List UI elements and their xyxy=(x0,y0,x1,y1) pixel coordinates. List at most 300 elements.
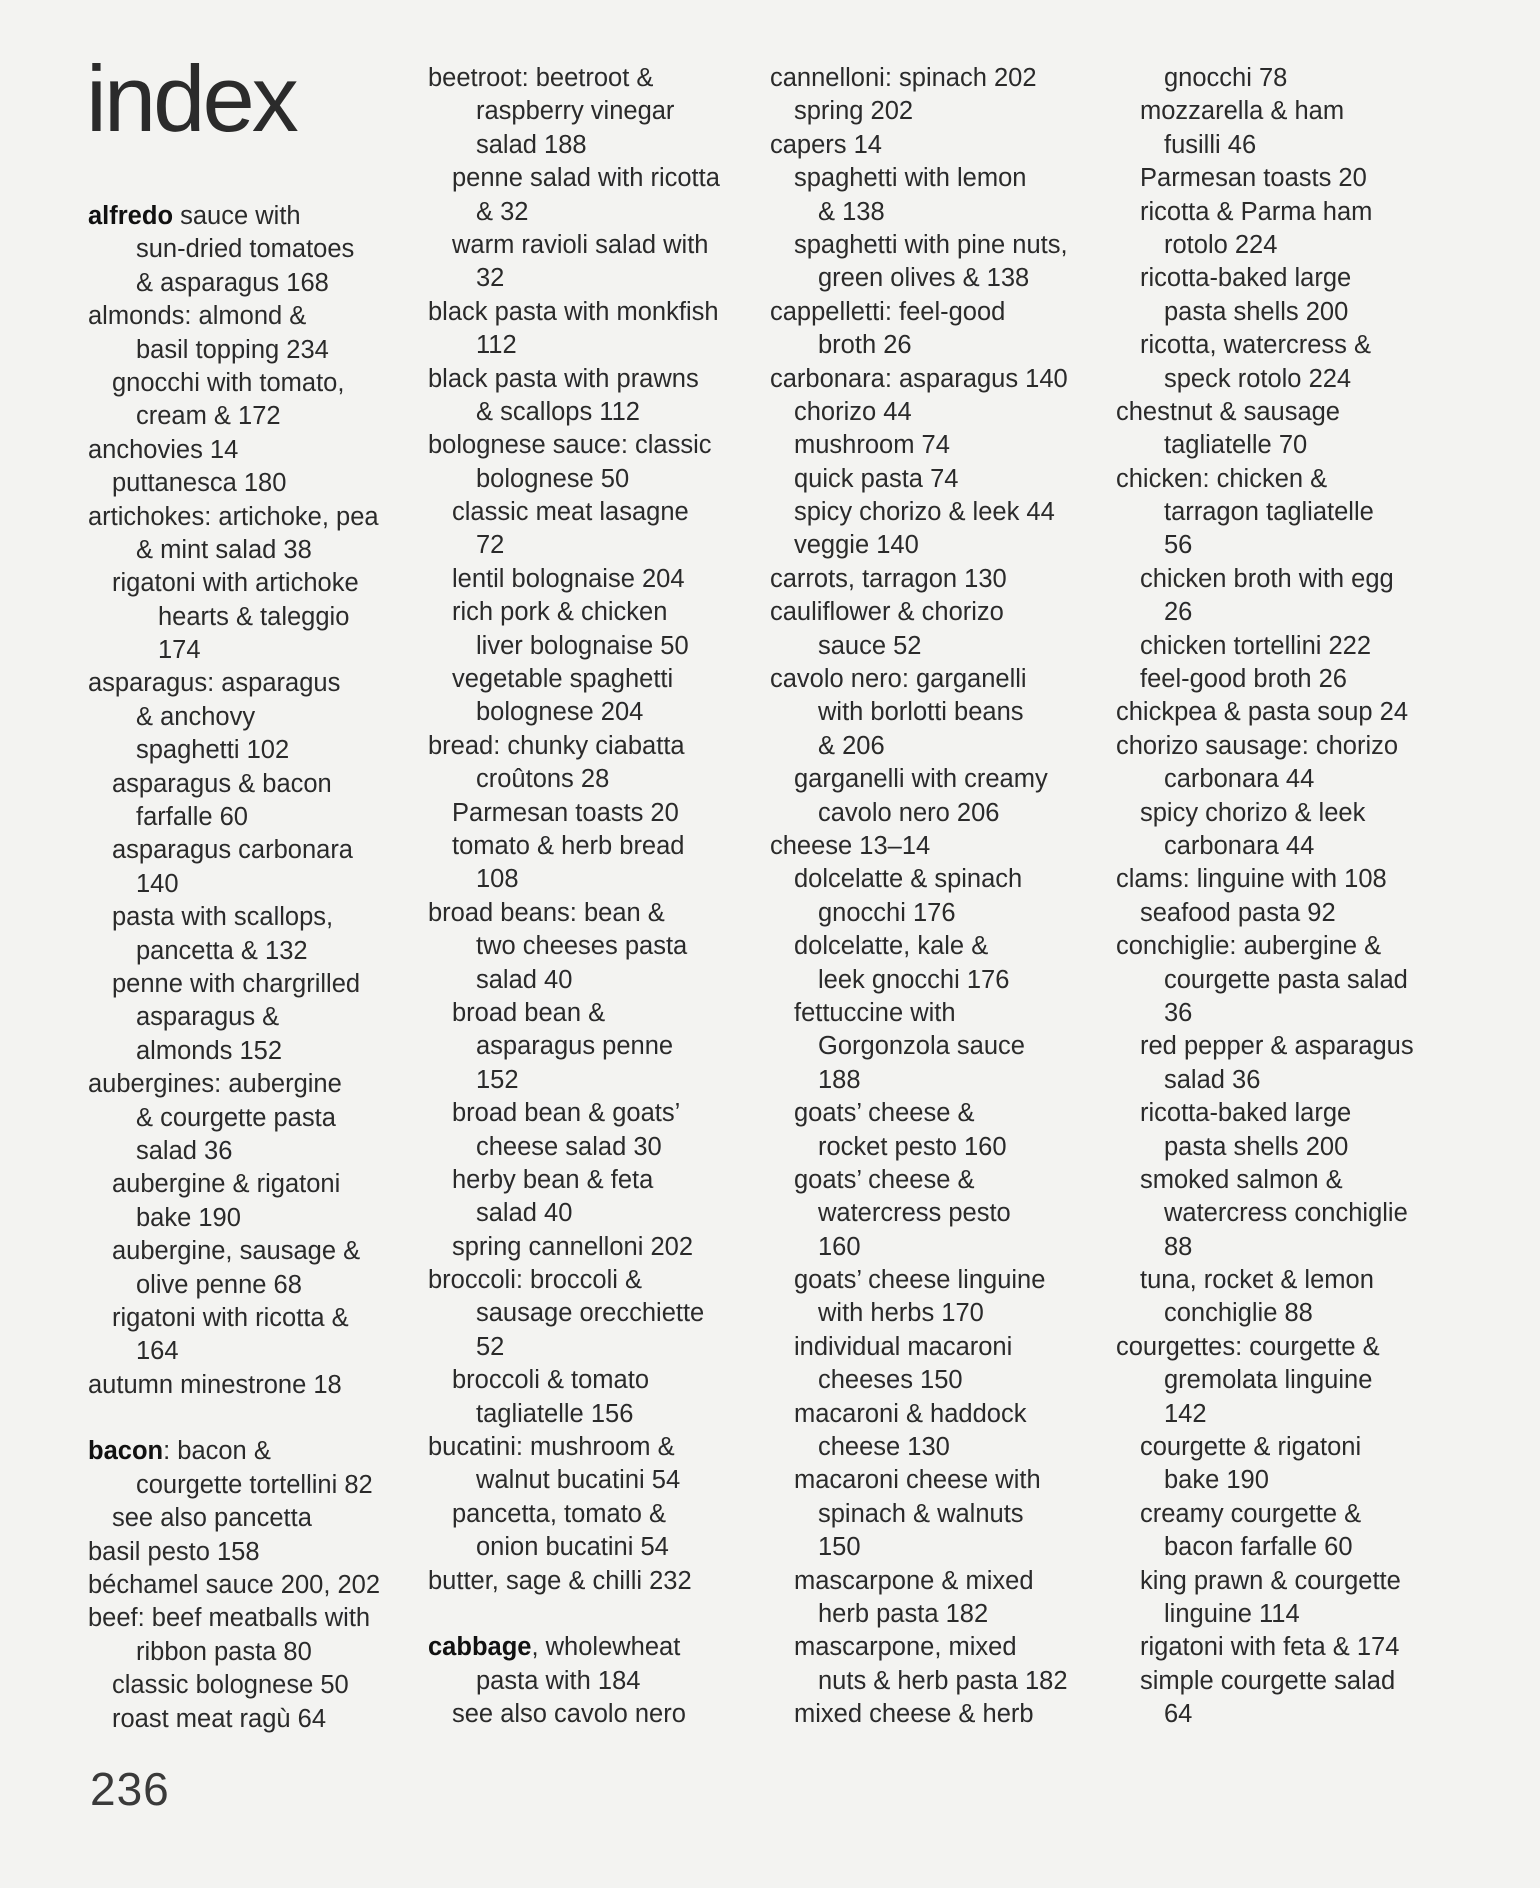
index-subentry xyxy=(428,95,776,128)
index-subentry xyxy=(428,630,776,663)
index-entry-text: asparagus & bacon xyxy=(112,769,332,798)
index-subentry xyxy=(770,930,1118,963)
index-entry-text: mozzarella & ham xyxy=(1140,97,1345,126)
index-entry-text: chicken broth with egg xyxy=(1140,564,1394,593)
index-entry xyxy=(770,363,1118,396)
index-entry-text: lentil bolognaise 204 xyxy=(452,564,685,593)
index-entry-text: spinach & walnuts xyxy=(818,1499,1024,1528)
index-subentry xyxy=(770,1197,1118,1230)
index-entry-text: broad bean & xyxy=(452,998,606,1027)
index-entry xyxy=(88,300,436,333)
index-subentry xyxy=(770,1064,1118,1097)
section-gap xyxy=(88,1402,436,1435)
index-entry-text: cheese 130 xyxy=(818,1433,950,1462)
index-entry xyxy=(88,1602,436,1635)
index-entry-text: king prawn & courgette xyxy=(1140,1566,1401,1595)
index-subentry xyxy=(1116,95,1464,128)
index-subentry xyxy=(1116,296,1464,329)
index-entry-text: penne salad with ricotta xyxy=(452,164,720,193)
index-subentry xyxy=(428,830,776,863)
index-subentry xyxy=(1116,1398,1464,1431)
index-entry xyxy=(1116,930,1464,963)
index-entry-text: 72 xyxy=(476,531,505,560)
index-subentry xyxy=(88,1001,436,1034)
index-entry-text: individual macaroni xyxy=(794,1332,1013,1361)
index-entry-text: & asparagus 168 xyxy=(136,268,329,297)
index-subentry xyxy=(770,396,1118,429)
index-entry-text: farfalle 60 xyxy=(136,803,248,832)
index-subentry xyxy=(428,1064,776,1097)
index-entry-text: onion bucatini 54 xyxy=(476,1533,669,1562)
index-entry-text: linguine 114 xyxy=(1164,1599,1300,1628)
index-entry-text: see also pancetta xyxy=(112,1504,312,1533)
index-entry-text: rigatoni with artichoke xyxy=(112,569,359,598)
index-subentry xyxy=(770,1698,1118,1731)
index-entry-text: 56 xyxy=(1164,531,1193,560)
index-subentry xyxy=(88,1035,436,1068)
index-entry-text: chorizo 44 xyxy=(794,397,912,426)
index-subentry xyxy=(1116,830,1464,863)
index-subentry xyxy=(428,1698,776,1731)
index-entry-text: bacon farfalle 60 xyxy=(1164,1533,1353,1562)
index-subentry xyxy=(770,1264,1118,1297)
index-subentry xyxy=(1116,663,1464,696)
index-subentry xyxy=(428,763,776,796)
index-entry-text: salad 36 xyxy=(136,1136,233,1165)
index-entry-text: penne with chargrilled xyxy=(112,969,361,998)
index-subentry xyxy=(1116,630,1464,663)
index-entry-text: goats’ cheese & xyxy=(794,1165,975,1194)
index-subentry xyxy=(770,196,1118,229)
index-subentry xyxy=(1116,1431,1464,1464)
index-subentry xyxy=(88,1502,436,1535)
index-entry-text: fettuccine with xyxy=(794,998,956,1027)
index-subentry xyxy=(428,1464,776,1497)
index-entry-text: & courgette pasta xyxy=(136,1103,336,1132)
index-subentry xyxy=(428,997,776,1030)
index-entry-text: creamy courgette & xyxy=(1140,1499,1362,1528)
index-subentry xyxy=(88,601,436,634)
index-entry-text: hearts & taleggio xyxy=(158,602,350,631)
index-entry-text: watercress conchiglie xyxy=(1164,1199,1408,1228)
index-entry xyxy=(1116,463,1464,496)
index-entry-text: courgettes: courgette & xyxy=(1116,1332,1380,1361)
index-subentry xyxy=(770,1331,1118,1364)
index-subentry xyxy=(1116,1297,1464,1330)
index-entry-text: chestnut & sausage xyxy=(1116,397,1340,426)
index-subentry xyxy=(88,1469,436,1502)
index-entry-text: salad 40 xyxy=(476,965,573,994)
index-subentry xyxy=(770,463,1118,496)
index-entry xyxy=(428,1631,776,1664)
index-entry-text: mushroom 74 xyxy=(794,431,950,460)
index-subentry xyxy=(1116,1598,1464,1631)
index-entry-text: asparagus penne xyxy=(476,1032,674,1061)
index-entry xyxy=(428,730,776,763)
index-entry-text: , wholewheat xyxy=(531,1633,681,1662)
index-subentry xyxy=(428,863,776,896)
index-subentry xyxy=(428,1097,776,1130)
index-entry-text: sun-dried tomatoes xyxy=(136,235,355,264)
index-entry-text: tomato & herb bread xyxy=(452,831,685,860)
index-subentry xyxy=(1116,964,1464,997)
index-entry xyxy=(88,434,436,467)
index-entry-text: basil topping 234 xyxy=(136,335,329,364)
index-entry-text: 64 xyxy=(1164,1700,1193,1729)
index-entry-text: watercress pesto xyxy=(818,1199,1011,1228)
index-subentry xyxy=(88,233,436,266)
index-subentry xyxy=(1116,797,1464,830)
index-entry-text: dolcelatte & spinach xyxy=(794,865,1023,894)
index-subentry xyxy=(88,367,436,400)
index-subentry xyxy=(428,1364,776,1397)
index-subentry xyxy=(1116,329,1464,362)
index-entry-text: carbonara: asparagus 140 xyxy=(770,364,1068,393)
index-entry-text: broth 26 xyxy=(818,331,912,360)
index-entry-text: cavolo nero: garganelli xyxy=(770,665,1027,694)
index-entry xyxy=(770,62,1118,95)
index-entry-text: mascarpone & mixed xyxy=(794,1566,1034,1595)
index-entry-text: goats’ cheese linguine xyxy=(794,1266,1046,1295)
index-subentry xyxy=(1116,62,1464,95)
index-subentry xyxy=(88,267,436,300)
index-subentry xyxy=(770,897,1118,930)
index-entry-text: cheese 13–14 xyxy=(770,831,931,860)
index-subentry xyxy=(770,1665,1118,1698)
index-subentry xyxy=(770,1364,1118,1397)
index-entry-text: red pepper & asparagus xyxy=(1140,1032,1414,1061)
index-entry-text: : bacon & xyxy=(163,1437,271,1466)
index-entry-text: Parmesan toasts 20 xyxy=(1140,164,1367,193)
index-subentry xyxy=(770,863,1118,896)
index-entry-text: courgette pasta salad xyxy=(1164,965,1408,994)
index-entry-text: autumn minestrone 18 xyxy=(88,1370,342,1399)
index-subentry xyxy=(770,997,1118,1030)
index-subentry xyxy=(428,596,776,629)
index-entry-text: 164 xyxy=(136,1337,179,1366)
index-subentry xyxy=(428,196,776,229)
index-entry-text: simple courgette salad xyxy=(1140,1666,1396,1695)
index-entry-text: spring 202 xyxy=(794,97,914,126)
index-entry-text: broccoli: broccoli & xyxy=(428,1266,642,1295)
index-entry-text: pasta shells 200 xyxy=(1164,297,1349,326)
index-entry-text: chickpea & pasta soup 24 xyxy=(1116,698,1409,727)
index-subentry xyxy=(88,968,436,1001)
index-subentry xyxy=(1116,429,1464,462)
index-subentry xyxy=(428,1231,776,1264)
index-subentry xyxy=(88,1335,436,1368)
index-entry-text: beetroot: beetroot & xyxy=(428,64,654,92)
index-subentry xyxy=(1116,229,1464,262)
index-subentry xyxy=(770,1131,1118,1164)
index-subentry xyxy=(770,329,1118,362)
index-entry-text: sauce 52 xyxy=(818,631,922,660)
index-subentry xyxy=(1116,1164,1464,1197)
index-entry-text: cheese salad 30 xyxy=(476,1132,662,1161)
index-subentry xyxy=(428,262,776,295)
index-subentry xyxy=(1116,1264,1464,1297)
index-entry-text: pancetta & 132 xyxy=(136,936,308,965)
index-subentry xyxy=(428,463,776,496)
index-subentry xyxy=(88,567,436,600)
index-entry-text: 160 xyxy=(818,1232,861,1261)
index-entry xyxy=(428,296,776,329)
index-entry-text: gnocchi 78 xyxy=(1164,64,1288,92)
index-entry-text: asparagus carbonara xyxy=(112,836,353,865)
index-subentry xyxy=(88,1168,436,1201)
index-subentry xyxy=(88,801,436,834)
index-subentry xyxy=(770,496,1118,529)
index-entry-text: anchovies 14 xyxy=(88,435,239,464)
index-entry-text: classic meat lasagne xyxy=(452,498,689,527)
index-entry-text: see also cavolo nero xyxy=(452,1700,686,1729)
index-entry-text: black pasta with prawns xyxy=(428,364,699,393)
index-entry-text: bucatini: mushroom & xyxy=(428,1433,675,1462)
index-entry xyxy=(1116,730,1464,763)
index-entry-text: with herbs 170 xyxy=(818,1299,984,1328)
index-subentry xyxy=(88,534,436,567)
index-subentry xyxy=(770,1431,1118,1464)
index-entry-text: capers 14 xyxy=(770,130,882,159)
index-entry xyxy=(1116,396,1464,429)
index-entry xyxy=(770,563,1118,596)
index-subentry xyxy=(770,763,1118,796)
index-subentry xyxy=(428,1297,776,1330)
index-entry-text: rocket pesto 160 xyxy=(818,1132,1007,1161)
index-subentry xyxy=(428,1398,776,1431)
index-entry-text: pasta shells 200 xyxy=(1164,1132,1349,1161)
index-subentry xyxy=(88,1302,436,1335)
index-subentry xyxy=(1116,1498,1464,1531)
index-subentry xyxy=(88,1235,436,1268)
index-entry-text: walnut bucatini 54 xyxy=(476,1466,681,1495)
index-subentry xyxy=(770,630,1118,663)
index-entry-text: with borlotti beans xyxy=(818,698,1024,727)
index-entry xyxy=(428,1264,776,1297)
index-subentry xyxy=(428,329,776,362)
index-entry xyxy=(428,1431,776,1464)
index-subentry xyxy=(88,834,436,867)
index-subentry xyxy=(1116,496,1464,529)
index-entry-text: liver bolognaise 50 xyxy=(476,631,689,660)
index-entry-text: conchiglie 88 xyxy=(1164,1299,1313,1328)
index-subentry xyxy=(1116,1565,1464,1598)
index-entry-text: raspberry vinegar xyxy=(476,97,675,126)
index-subentry xyxy=(88,1703,436,1736)
index-entry-text: chorizo sausage: chorizo xyxy=(1116,731,1399,760)
index-entry xyxy=(88,1068,436,1101)
index-entry-text: 36 xyxy=(1164,998,1193,1027)
index-subentry xyxy=(770,1297,1118,1330)
index-subentry xyxy=(770,1565,1118,1598)
index-entry-text: cheeses 150 xyxy=(818,1366,963,1395)
index-column-2 xyxy=(428,62,776,1732)
index-subentry xyxy=(88,701,436,734)
index-subentry xyxy=(1116,363,1464,396)
index-subentry xyxy=(1116,763,1464,796)
index-entry-text: mascarpone, mixed xyxy=(794,1633,1017,1662)
index-subentry xyxy=(88,1269,436,1302)
index-keyword: cabbage xyxy=(428,1633,532,1662)
index-entry xyxy=(88,200,436,233)
index-entry-text: conchiglie: aubergine & xyxy=(1116,932,1382,961)
index-subentry xyxy=(88,334,436,367)
index-entry-text: Gorgonzola sauce xyxy=(818,1032,1025,1061)
index-subentry xyxy=(770,1398,1118,1431)
index-subentry xyxy=(770,964,1118,997)
index-entry xyxy=(770,830,1118,863)
index-entry-text: two cheeses pasta xyxy=(476,932,688,961)
index-subentry xyxy=(770,95,1118,128)
index-entry xyxy=(1116,696,1464,729)
index-entry-text: salad 40 xyxy=(476,1199,573,1228)
index-entry-text: spaghetti 102 xyxy=(136,736,290,765)
index-subentry xyxy=(88,467,436,500)
index-entry-text: chicken: chicken & xyxy=(1116,464,1328,493)
index-entry-text: 142 xyxy=(1164,1399,1207,1428)
index-entry-text: Parmesan toasts 20 xyxy=(452,798,679,827)
index-entry xyxy=(428,897,776,930)
index-entry-text: salad 36 xyxy=(1164,1065,1261,1094)
index-entry-text: carbonara 44 xyxy=(1164,765,1315,794)
index-subentry xyxy=(428,129,776,162)
index-entry-text: gnocchi 176 xyxy=(818,898,956,927)
index-entry xyxy=(88,667,436,700)
index-entry-text: 32 xyxy=(476,264,505,293)
index-subentry xyxy=(770,162,1118,195)
index-entry-text: & 32 xyxy=(476,197,529,226)
index-entry-text: cauliflower & chorizo xyxy=(770,598,1004,627)
index-subentry xyxy=(770,1498,1118,1531)
index-subentry xyxy=(1116,1197,1464,1230)
index-entry-text: vegetable spaghetti xyxy=(452,665,674,694)
index-entry-text: spring cannelloni 202 xyxy=(452,1232,694,1261)
index-subentry xyxy=(428,797,776,830)
index-entry-text: 112 xyxy=(476,331,517,360)
index-entry-text: rotolo 224 xyxy=(1164,230,1278,259)
index-entry-text: cavolo nero 206 xyxy=(818,798,1000,827)
index-subentry xyxy=(1116,1531,1464,1564)
index-entry xyxy=(770,663,1118,696)
index-subentry xyxy=(428,162,776,195)
index-entry-text: 108 xyxy=(476,865,519,894)
index-entry-text: & mint salad 38 xyxy=(136,535,312,564)
index-entry-text: 152 xyxy=(476,1065,519,1094)
index-entry-text: tagliatelle 70 xyxy=(1164,431,1308,460)
index-entry-text: & 138 xyxy=(818,197,885,226)
index-entry-text: gremolata linguine xyxy=(1164,1366,1373,1395)
index-subentry xyxy=(770,1464,1118,1497)
index-entry-text: goats’ cheese & xyxy=(794,1099,975,1128)
index-entry-text: asparagus & xyxy=(136,1003,280,1032)
index-subentry xyxy=(88,400,436,433)
index-entry-text: warm ravioli salad with xyxy=(452,230,709,259)
index-subentry xyxy=(428,1498,776,1531)
index-subentry xyxy=(1116,1665,1464,1698)
index-entry-text: pasta with scallops, xyxy=(112,903,334,932)
index-subentry xyxy=(770,1631,1118,1664)
index-entry-text: bread: chunky ciabatta xyxy=(428,731,685,760)
index-subentry xyxy=(1116,196,1464,229)
index-entry-text: roast meat ragù 64 xyxy=(112,1704,327,1733)
index-keyword: bacon xyxy=(88,1437,164,1466)
index-entry-text: classic bolognese 50 xyxy=(112,1671,349,1700)
index-subentry xyxy=(770,1231,1118,1264)
index-subentry xyxy=(1116,162,1464,195)
index-subentry xyxy=(1116,563,1464,596)
index-subentry xyxy=(770,1598,1118,1631)
index-entry-text: macaroni & haddock xyxy=(794,1399,1027,1428)
index-column-4 xyxy=(1116,62,1464,1732)
index-entry-text: béchamel sauce 200, 202 xyxy=(88,1571,381,1600)
index-entry-text: & anchovy xyxy=(136,702,256,731)
index-subentry xyxy=(770,1164,1118,1197)
index-entry xyxy=(428,363,776,396)
index-entry-text: 174 xyxy=(158,636,201,665)
index-entry-text: 26 xyxy=(1164,598,1193,627)
index-entry-text: spaghetti with lemon xyxy=(794,164,1027,193)
index-entry-text: sausage orecchiette xyxy=(476,1299,705,1328)
index-entry xyxy=(88,501,436,534)
index-entry-text: speck rotolo 224 xyxy=(1164,364,1352,393)
index-entry-text: olive penne 68 xyxy=(136,1270,302,1299)
index-entry-text: spaghetti with pine nuts, xyxy=(794,230,1068,259)
index-entry-text: tuna, rocket & lemon xyxy=(1140,1266,1374,1295)
index-subentry xyxy=(428,563,776,596)
index-entry-text: veggie 140 xyxy=(794,531,919,560)
index-entry-text: croûtons 28 xyxy=(476,765,610,794)
index-entry-text: ricotta-baked large xyxy=(1140,1099,1352,1128)
index-entry-text: black pasta with monkfish xyxy=(428,297,719,326)
index-entry xyxy=(1116,1331,1464,1364)
index-subentry xyxy=(1116,1364,1464,1397)
index-subentry xyxy=(88,901,436,934)
index-entry-text: asparagus: asparagus xyxy=(88,669,341,698)
index-entry-text: broad bean & goats’ xyxy=(452,1099,681,1128)
index-entry-text: almonds 152 xyxy=(136,1036,283,1065)
index-subentry xyxy=(770,696,1118,729)
index-subentry xyxy=(770,1531,1118,1564)
index-subentry xyxy=(88,1202,436,1235)
index-subentry xyxy=(1116,1631,1464,1664)
index-subentry xyxy=(770,529,1118,562)
index-subentry xyxy=(88,1669,436,1702)
index-entry-text: spicy chorizo & leek 44 xyxy=(794,498,1055,527)
index-entry-text: courgette & rigatoni xyxy=(1140,1433,1362,1462)
index-subentry xyxy=(428,1531,776,1564)
page-number: 236 xyxy=(90,1763,170,1815)
index-entry xyxy=(1116,863,1464,896)
index-subentry xyxy=(428,930,776,963)
index-entry-text: macaroni cheese with xyxy=(794,1466,1041,1495)
index-subentry xyxy=(88,734,436,767)
index-subentry xyxy=(1116,262,1464,295)
index-subentry xyxy=(428,396,776,429)
index-entry-text: aubergines: aubergine xyxy=(88,1070,342,1099)
index-subentry xyxy=(428,1131,776,1164)
index-entry-text: ricotta-baked large xyxy=(1140,264,1352,293)
index-subentry xyxy=(88,1135,436,1168)
index-entry-text: & scallops 112 xyxy=(476,397,640,426)
index-entry-text: herby bean & feta xyxy=(452,1165,654,1194)
index-entry-text: 188 xyxy=(818,1065,861,1094)
index-entry-text: carrots, tarragon 130 xyxy=(770,564,1007,593)
index-entry-text: 150 xyxy=(818,1533,861,1562)
index-subentry xyxy=(428,1030,776,1063)
index-subentry xyxy=(428,529,776,562)
index-subentry xyxy=(428,229,776,262)
index-entry-text: feel-good broth 26 xyxy=(1140,665,1347,694)
